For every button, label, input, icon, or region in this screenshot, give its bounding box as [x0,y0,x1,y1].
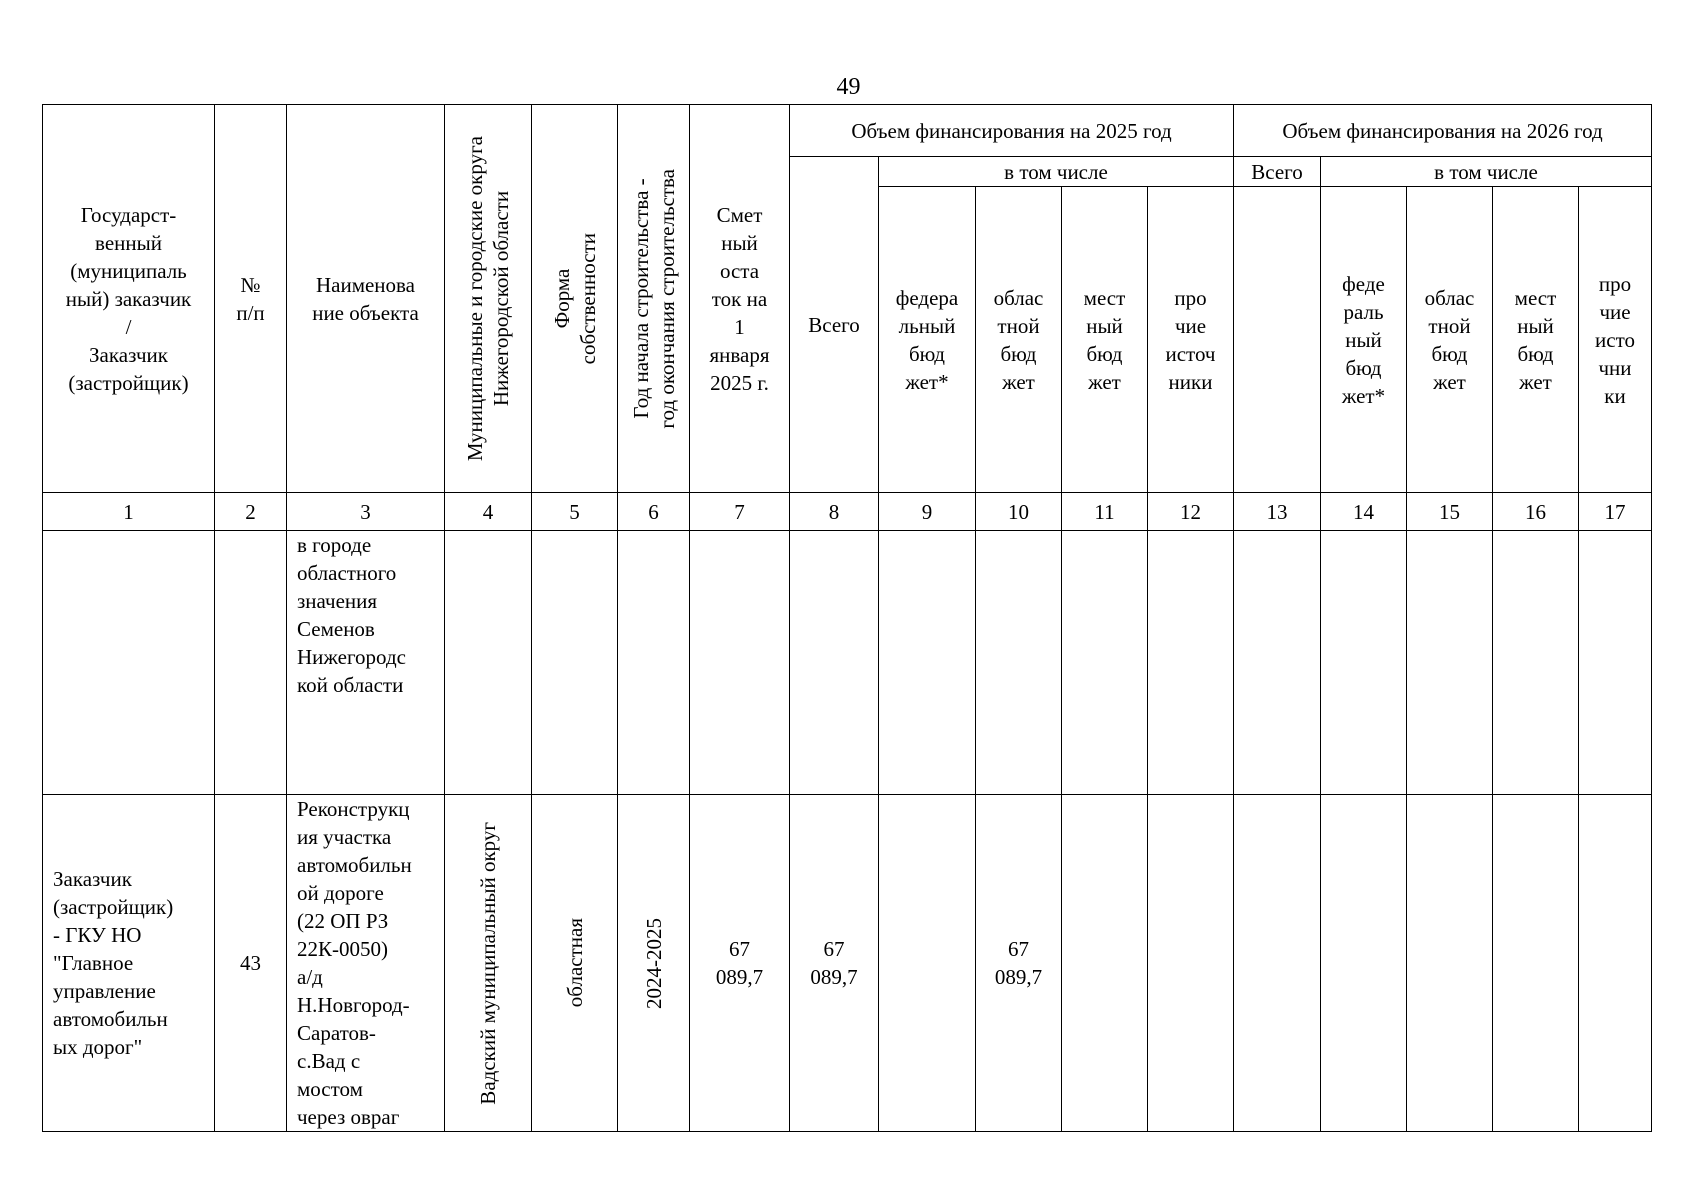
header-fin-2026: Объем финансирования на 2026 год [1234,105,1652,157]
cell-loc-2025 [1062,531,1148,795]
colnum-7: 7 [690,493,790,531]
colnum-2: 2 [215,493,287,531]
cell-customer [43,531,215,795]
cell-reg-2025: 67 089,7 [976,795,1062,1132]
cell-loc-2026 [1493,531,1579,795]
header-reg-2025: облас тной бюд жет [976,187,1062,493]
colnum-11: 11 [1062,493,1148,531]
cell-reg-2025 [976,531,1062,795]
header-object-name: Наименова ние объекта [287,105,445,493]
cell-fed-2026 [1321,531,1407,795]
cell-loc-2026 [1493,795,1579,1132]
cell-object-name: Реконструкц ия участка автомобильн ой дороге (22 ОП РЗ 22К-0050) а/д Н.Новгород- Саратов- с.Вад с мостом через овраг [287,795,445,1132]
cell-fed-2025 [879,795,976,1132]
cell-balance: 67 089,7 [690,795,790,1132]
cell-loc-2025 [1062,795,1148,1132]
column-numbers-row [43,493,1652,531]
header-including-2025: в том числе [879,157,1234,187]
colnum-14: 14 [1321,493,1407,531]
cell-oth-2025 [1148,531,1234,795]
page-number: 49 [836,74,861,100]
cell-oth-2026 [1579,795,1652,1132]
colnum-9: 9 [879,493,976,531]
header-fed-2025: федера льный бюд жет* [879,187,976,493]
cell-total-2025 [790,531,879,795]
cell-balance [690,531,790,795]
cell-reg-2026 [1407,795,1493,1132]
table-row [43,795,1652,1132]
cell-oth-2026 [1579,531,1652,795]
header-total-2025: Всего [790,157,879,493]
header-loc-2025: мест ный бюд жет [1062,187,1148,493]
cell-fed-2025 [879,531,976,795]
colnum-12: 12 [1148,493,1234,531]
colnum-13: 13 [1234,493,1321,531]
colnum-6: 6 [618,493,690,531]
cell-object-name: в городе областного значения Семенов Нижегородс кой области [287,531,445,795]
colnum-10: 10 [976,493,1062,531]
header-total-2026-body [1234,187,1321,493]
header-municipality: Муниципальные и городские округа Нижегородской области [445,105,532,493]
cell-oth-2025 [1148,795,1234,1132]
colnum-5: 5 [532,493,618,531]
cell-fed-2026 [1321,795,1407,1132]
header-years: Год начала строительства - год окончания строительства [618,105,690,493]
cell-reg-2026 [1407,531,1493,795]
cell-years: 2024-2025 [618,795,690,1132]
header-ownership: Форма собственности [532,105,618,493]
cell-municipality [445,531,532,795]
cell-municipality: Вадский муниципальный округ [445,795,532,1132]
colnum-4: 4 [445,493,532,531]
cell-num [215,531,287,795]
header-balance: Смет ный оста ток на 1 января 2025 г. [690,105,790,493]
header-loc-2026: мест ный бюд жет [1493,187,1579,493]
cell-total-2026 [1234,531,1321,795]
header-num: № п/п [215,105,287,493]
colnum-16: 16 [1493,493,1579,531]
colnum-8: 8 [790,493,879,531]
cell-total-2026 [1234,795,1321,1132]
cell-total-2025: 67 089,7 [790,795,879,1132]
cell-ownership: областная [532,795,618,1132]
colnum-17: 17 [1579,493,1652,531]
cell-customer: Заказчик (застройщик) - ГКУ НО "Главное управление автомобильн ых дорог" [43,795,215,1132]
header-row-1 [43,105,1652,157]
colnum-15: 15 [1407,493,1493,531]
header-reg-2026: облас тной бюд жет [1407,187,1493,493]
cell-num: 43 [215,795,287,1132]
header-customer: Государст- венный (муниципаль ный) заказчик / Заказчик (застройщик) [43,105,215,493]
cell-ownership [532,531,618,795]
header-fed-2026: феде раль ный бюд жет* [1321,187,1407,493]
header-fin-2025: Объем финансирования на 2025 год [790,105,1234,157]
table-row [43,531,1652,795]
colnum-1: 1 [43,493,215,531]
header-including-2026: в том числе [1321,157,1652,187]
header-oth-2026: про чие исто чни ки [1579,187,1652,493]
header-oth-2025: про чие источ ники [1148,187,1234,493]
colnum-3: 3 [287,493,445,531]
header-total-2026: Всего [1234,157,1321,187]
cell-years [618,531,690,795]
financing-table [42,104,1652,1132]
